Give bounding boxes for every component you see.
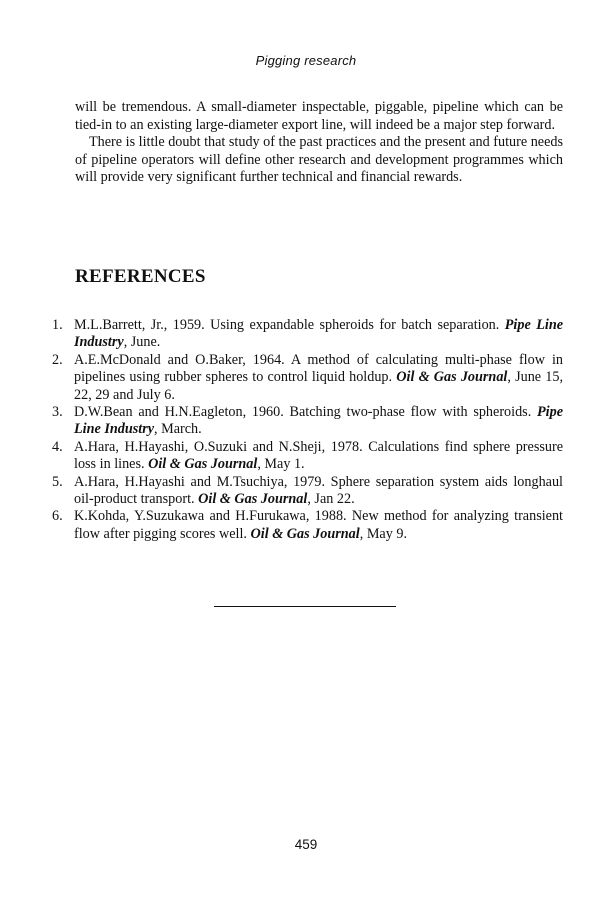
- page-number: 459: [294, 837, 318, 852]
- running-header: Pigging research: [255, 53, 357, 68]
- reference-text: M.L.Barrett, Jr., 1959. Using expandable spheroids for batch separation.: [74, 317, 505, 333]
- reference-journal: Pipe Line Industry: [74, 404, 563, 438]
- reference-text: K.Kohda, Y.Suzukawa and H.Furukawa, 1988. New method for analyzing transient flow after pigging scores well.: [74, 508, 563, 542]
- reference-number: 5.: [52, 473, 63, 490]
- reference-number: 1.: [52, 317, 63, 333]
- reference-number: 2.: [52, 351, 63, 368]
- reference-text: D.W.Bean and H.N.Eagleton, 1960. Batching two-phase flow with spheroids.: [74, 404, 537, 421]
- body-paragraph: There is little doubt that study of the past practices and the present and future needs of pipeline operators will define other research and development programmes which will provide very significant further technical and financial rewards.: [75, 134, 563, 186]
- reference-details: , June 15, 22, 29 and July 6.: [74, 369, 564, 403]
- reference-details: , May 1.: [257, 456, 305, 473]
- reference-text: A.E.McDonald and O.Baker, 1964. A method of calculating multi-phase flow in pipelines using rubber spheres to control liquid holdup.: [74, 351, 563, 386]
- reference-journal: Oil & Gas Journal: [250, 525, 360, 542]
- reference-number: 4.: [52, 438, 63, 455]
- body-text: [75, 99, 563, 187]
- separator-rule: [214, 606, 396, 607]
- reference-details: , Jan 22.: [307, 491, 355, 508]
- reference-journal: Oil & Gas Journal: [198, 491, 308, 508]
- references-heading: REFERENCES: [75, 266, 206, 287]
- references-list: [52, 317, 563, 543]
- reference-text: A.Hara, H.Hayashi, O.Suzuki and N.Sheji, 1978. Calculations find sphere pressure loss in lines.: [74, 438, 563, 473]
- reference-journal: Oil & Gas Journal: [396, 369, 508, 386]
- reference-text: A.Hara, H.Hayashi and M.Tsuchiya, 1979. Sphere separation system aids longhaul oil-product transport.: [74, 473, 563, 508]
- body-paragraph: will be tremendous. A small-diameter inspectable, piggable, pipeline which can be tied-in to an existing large-diameter export line, will indeed be a major step forward.: [75, 99, 563, 133]
- reference-item: [52, 404, 563, 439]
- reference-number: 6.: [52, 508, 63, 525]
- reference-journal: Pipe Line Industry: [74, 317, 564, 351]
- reference-journal: Oil & Gas Journal: [148, 456, 258, 473]
- reference-item: [52, 439, 563, 474]
- reference-item: [52, 317, 563, 352]
- reference-details: , June.: [123, 334, 161, 351]
- reference-number: 3.: [52, 404, 63, 421]
- reference-item: [52, 508, 563, 543]
- reference-item: [52, 474, 563, 509]
- reference-details: , March.: [154, 421, 202, 438]
- reference-details: , May 9.: [359, 525, 408, 542]
- reference-item: [52, 352, 563, 404]
